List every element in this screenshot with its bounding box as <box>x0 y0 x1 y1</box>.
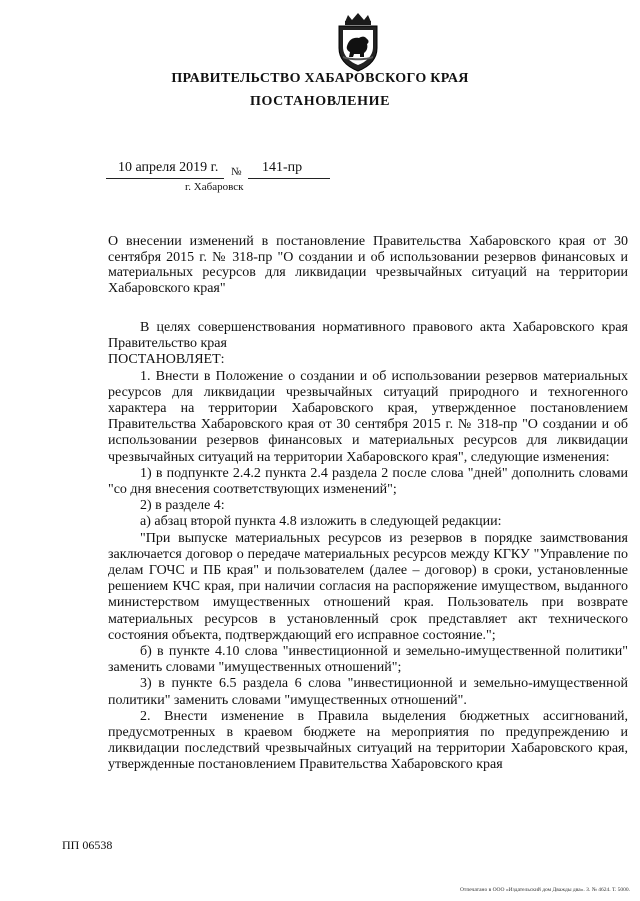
khabarovsk-coat-of-arms-icon <box>333 12 383 72</box>
printer-imprint: Отпечатано в ООО «Издательский дом Дважды два». З. № 4624. Т. 5000. <box>459 887 630 893</box>
document-type-title: ПОСТАНОВЛЕНИЕ <box>249 94 391 109</box>
body-paragraph: ПОСТАНОВЛЯЕТ: <box>108 352 225 368</box>
body-paragraph: б) в пункте 4.10 слова "инвестиционной и земельно-имущественной политики" заменить словами "имущественных отношений"; <box>108 644 628 676</box>
document-number: 141-пр <box>262 160 303 175</box>
document-city: г. Хабаровск <box>185 181 244 193</box>
body-paragraph: 3) в пункте 6.5 раздела 6 слова "инвестиционной и земельно-имущественной политики" заменить словами "имущественных отношений". <box>108 676 628 708</box>
document-code: ПП 06538 <box>62 838 113 852</box>
document-body <box>108 320 628 774</box>
body-paragraph: 2) в разделе 4: <box>140 498 225 514</box>
document-date: 10 апреля 2019 г. <box>118 160 219 175</box>
body-paragraph: В целях совершенствования нормативного правового акта Хабаровского края Правительство края <box>108 320 628 352</box>
number-sign: № <box>231 166 242 178</box>
date-underline <box>106 178 224 179</box>
body-paragraph: "При выпуске материальных ресурсов из резервов в порядке заимствования заключается договор о передаче материальных ресурсов между КГКУ "Управление по делам ГОЧС и ПБ края" и пользователем (далее – договор) в сроки, установленные решением КЧС края, при наличии согласия на распоряжение имуществом, выданного министерством имущественных отношений края. Пользователь при возврате материальных ресурсов в установленный срок представляет акт технического состояния объекта, подтверждающий его исправное состояние."; <box>108 530 628 643</box>
number-underline <box>248 178 330 179</box>
body-paragraph: 2. Внести изменение в Правила выделения бюджетных ассигнований, предусмотренных в краевом бюджете на мероприятия по предупреждению и ликвидации последствий чрезвычайных ситуаций на территории Хабаровского края, утвержденные постановлением Правительства Хабаровского края <box>108 708 628 773</box>
body-paragraph: а) абзац второй пункта 4.8 изложить в следующей редакции: <box>140 514 502 530</box>
body-paragraph: 1. Внести в Положение о создании и об использовании резервов материальных ресурсов для ликвидации чрезвычайных ситуаций природного и техногенного характера на территории Хабаровского края, утвержденное постановлением Правительства Хабаровского края от 30 сентября 2015 г. № 318-пр "О создании и об использовании резервов финансовых и материальных ресурсов для ликвидации чрезвычайных ситуаций на территории Хабаровского края", следующие изменения: <box>108 368 628 465</box>
government-title: ПРАВИТЕЛЬСТВО ХАБАРОВСКОГО КРАЯ <box>171 71 469 86</box>
body-paragraph: 1) в подпункте 2.4.2 пункта 2.4 раздела 2 после слова "дней" дополнить словами "со дня внесения соответствующих изменений"; <box>108 465 628 498</box>
document-subject: О внесении изменений в постановление Правительства Хабаровского края от 30 сентября 2015 г. № 318-пр "О создании и об использовании резервов финансовых и материальных ресурсов для ликвидации чрезвычайных ситуаций на территории Хабаровского края" <box>108 234 628 296</box>
